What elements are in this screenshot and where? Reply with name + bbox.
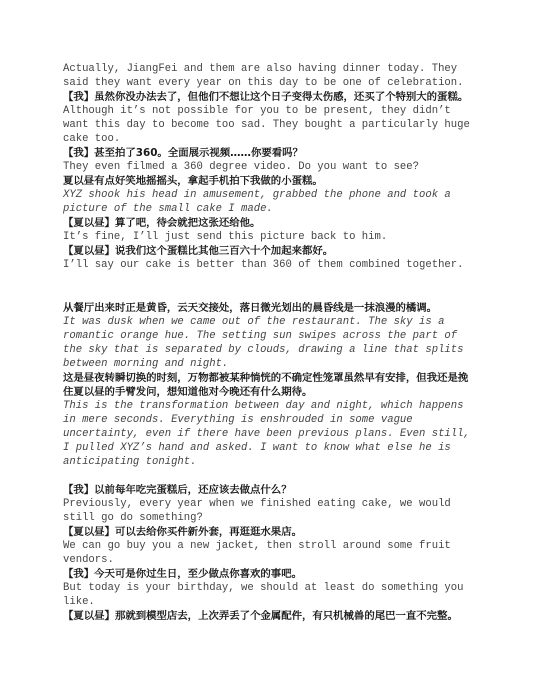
english-line: I’ll say our cake is better than 360 of them combined together. (63, 259, 464, 271)
english-line: Actually, JiangFei and them are also having dinner today. They said they want every year on this day to be one of celebration. (63, 63, 464, 89)
english-line: Previously, every year when we finished eating cake, we would still go do something? (63, 498, 451, 524)
chinese-line: 【夏以昼】那就到模型店去，上次弄丢了个金属配件，有只机械兽的尾巴一直不完整。 (63, 610, 458, 622)
english-line: But today is your birthday, we should at least do something you like. (63, 582, 464, 608)
chinese-narration-line: 这是昼夜转瞬切换的时刻，万物都被某种惝恍的不确定性笼罩虽然早有安排，但我还是挽住夏以昼的手臂发问，想知道他对今晚还有什么期待。 (63, 372, 469, 398)
english-line: They even filmed a 360 degree video. Do you want to see? (63, 161, 420, 173)
english-narration-line: This is the transformation between day and night, which happens in mere seconds. Everything is enshrouded in some vague uncertainty, even if there have been previous plans. Even still, I pulled XYZ’s hand and asked. I want to know what else he is anticipating tonight. (63, 400, 470, 468)
section-gap (63, 272, 473, 301)
english-line: It’s fine, I’ll just send this picture back to him. (63, 231, 388, 243)
dialogue-section-1 (63, 62, 473, 272)
section-gap (63, 469, 473, 483)
document-page (63, 62, 473, 623)
chinese-line: 【我】以前每年吃完蛋糕后，还应该去做点什么？ (63, 484, 292, 496)
english-narration-line: It was dusk when we came out of the restaurant. The sky is a romantic orange hue. The setting sun swipes across the part of the sky that is separated by clouds, drawing a line that splits between morning and night. (63, 316, 464, 370)
chinese-line: 【我】甚至拍了360。全面展示视频……你要看吗？ (63, 147, 303, 159)
english-line: Although it’s not possible for you to be present, they didn’t want this day to become too sad. They bought a particularly huge cake too. (63, 105, 470, 145)
chinese-line: 【夏以昼】算了吧，待会就把这张还给他。 (63, 217, 261, 229)
chinese-line: 【夏以昼】可以去给你买件新外套，再逛逛水果店。 (63, 526, 302, 538)
chinese-line: 【我】今天可是你过生日，至少做点你喜欢的事吧。 (63, 568, 302, 580)
chinese-line: 【我】虽然你没办法去了，但他们不想让这个日子变得太伤感，还买了个特别大的蛋糕。 (63, 91, 469, 103)
chinese-line: 夏以昼有点好笑地摇摇头，拿起手机拍下我做的小蛋糕。 (63, 175, 323, 187)
english-line: We can go buy you a new jacket, then stroll around some fruit vendors. (63, 540, 451, 566)
narration-section-2 (63, 301, 473, 469)
chinese-narration-line: 从餐厅出来时正是黄昏，云天交接处，落日微光划出的晨昏线是一抹浪漫的橘调。 (63, 302, 438, 314)
english-narration-line: XYZ shook his head in amusement, grabbed the phone and took a picture of the small cake I made. (63, 189, 451, 215)
dialogue-section-3 (63, 483, 473, 623)
chinese-line: 【夏以昼】说我们这个蛋糕比其他三百六十个加起来都好。 (63, 245, 334, 257)
